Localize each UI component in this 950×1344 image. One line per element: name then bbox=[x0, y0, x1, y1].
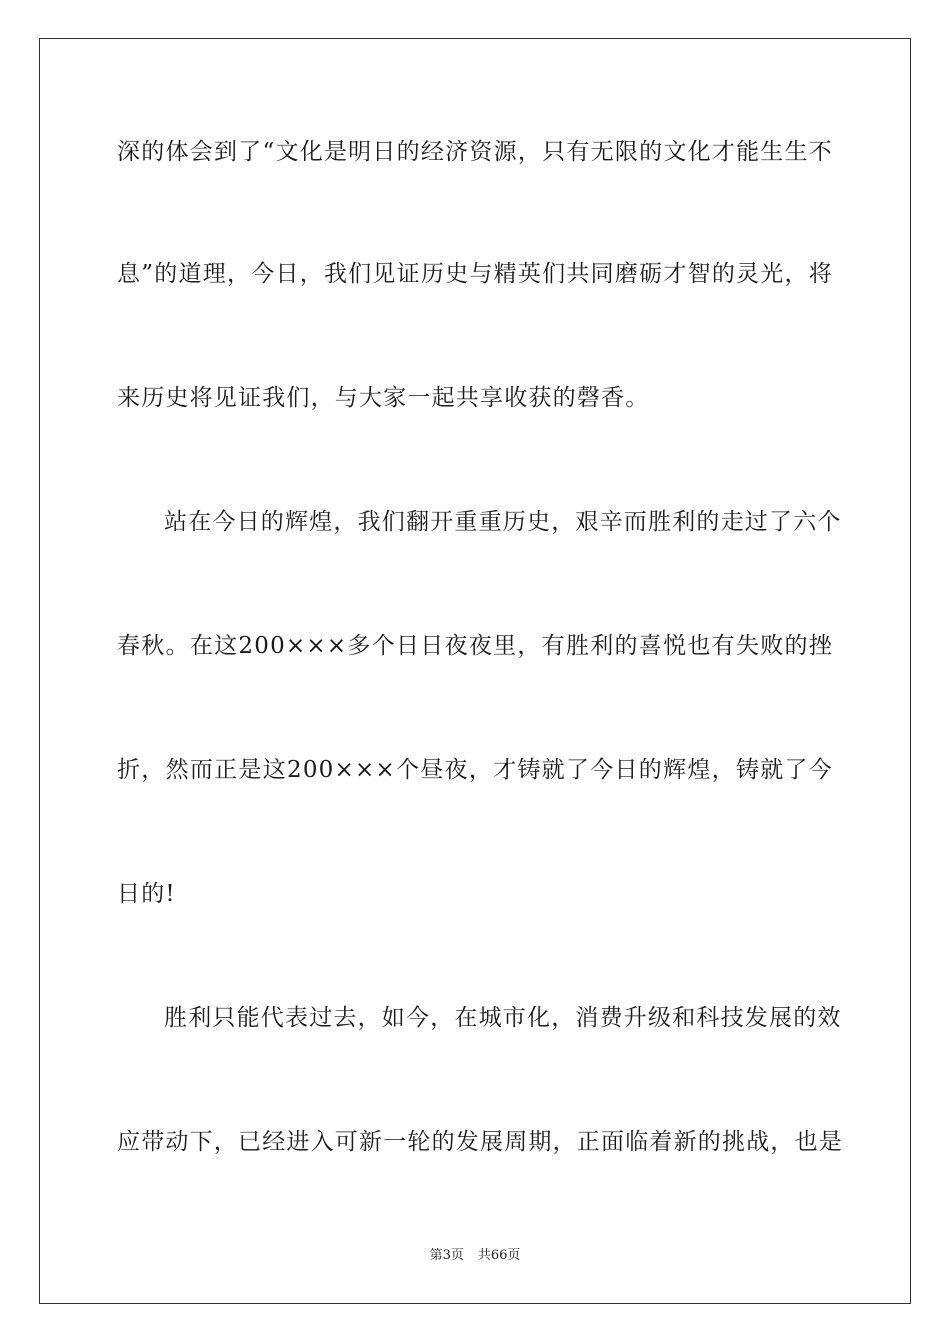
page-total: 共66页 bbox=[477, 1248, 521, 1263]
text-line-1: 深的体会到了“文化是明日的经济资源，只有无限的文化才能生生不 bbox=[117, 139, 833, 165]
page-footer bbox=[0, 1247, 950, 1265]
text-line-9: 应带动下，已经进入可新一轮的发展周期，正面临着新的挑战，也是 bbox=[117, 1129, 843, 1155]
text-line-6: 折，然而正是这200×××个昼夜，才铸就了今日的辉煌，铸就了今 bbox=[117, 757, 833, 783]
page-border bbox=[39, 38, 911, 1304]
text-line-8: 胜利只能代表过去，如今，在城市化，消费升级和科技发展的效 bbox=[164, 1005, 842, 1031]
page-number: 第3页 bbox=[429, 1248, 464, 1263]
text-line-5: 春秋。在这200×××多个日日夜夜里，有胜利的喜悦也有失败的挫 bbox=[117, 633, 833, 659]
text-line-4: 站在今日的辉煌，我们翻开重重历史，艰辛而胜利的走过了六个 bbox=[164, 509, 842, 535]
text-line-3: 来历史将见证我们，与大家一起共享收获的磬香。 bbox=[117, 385, 650, 411]
text-line-2: 息”的道理，今日，我们见证历史与精英们共同磨砺才智的灵光，将 bbox=[117, 261, 833, 287]
text-line-7: 日的! bbox=[117, 881, 176, 907]
